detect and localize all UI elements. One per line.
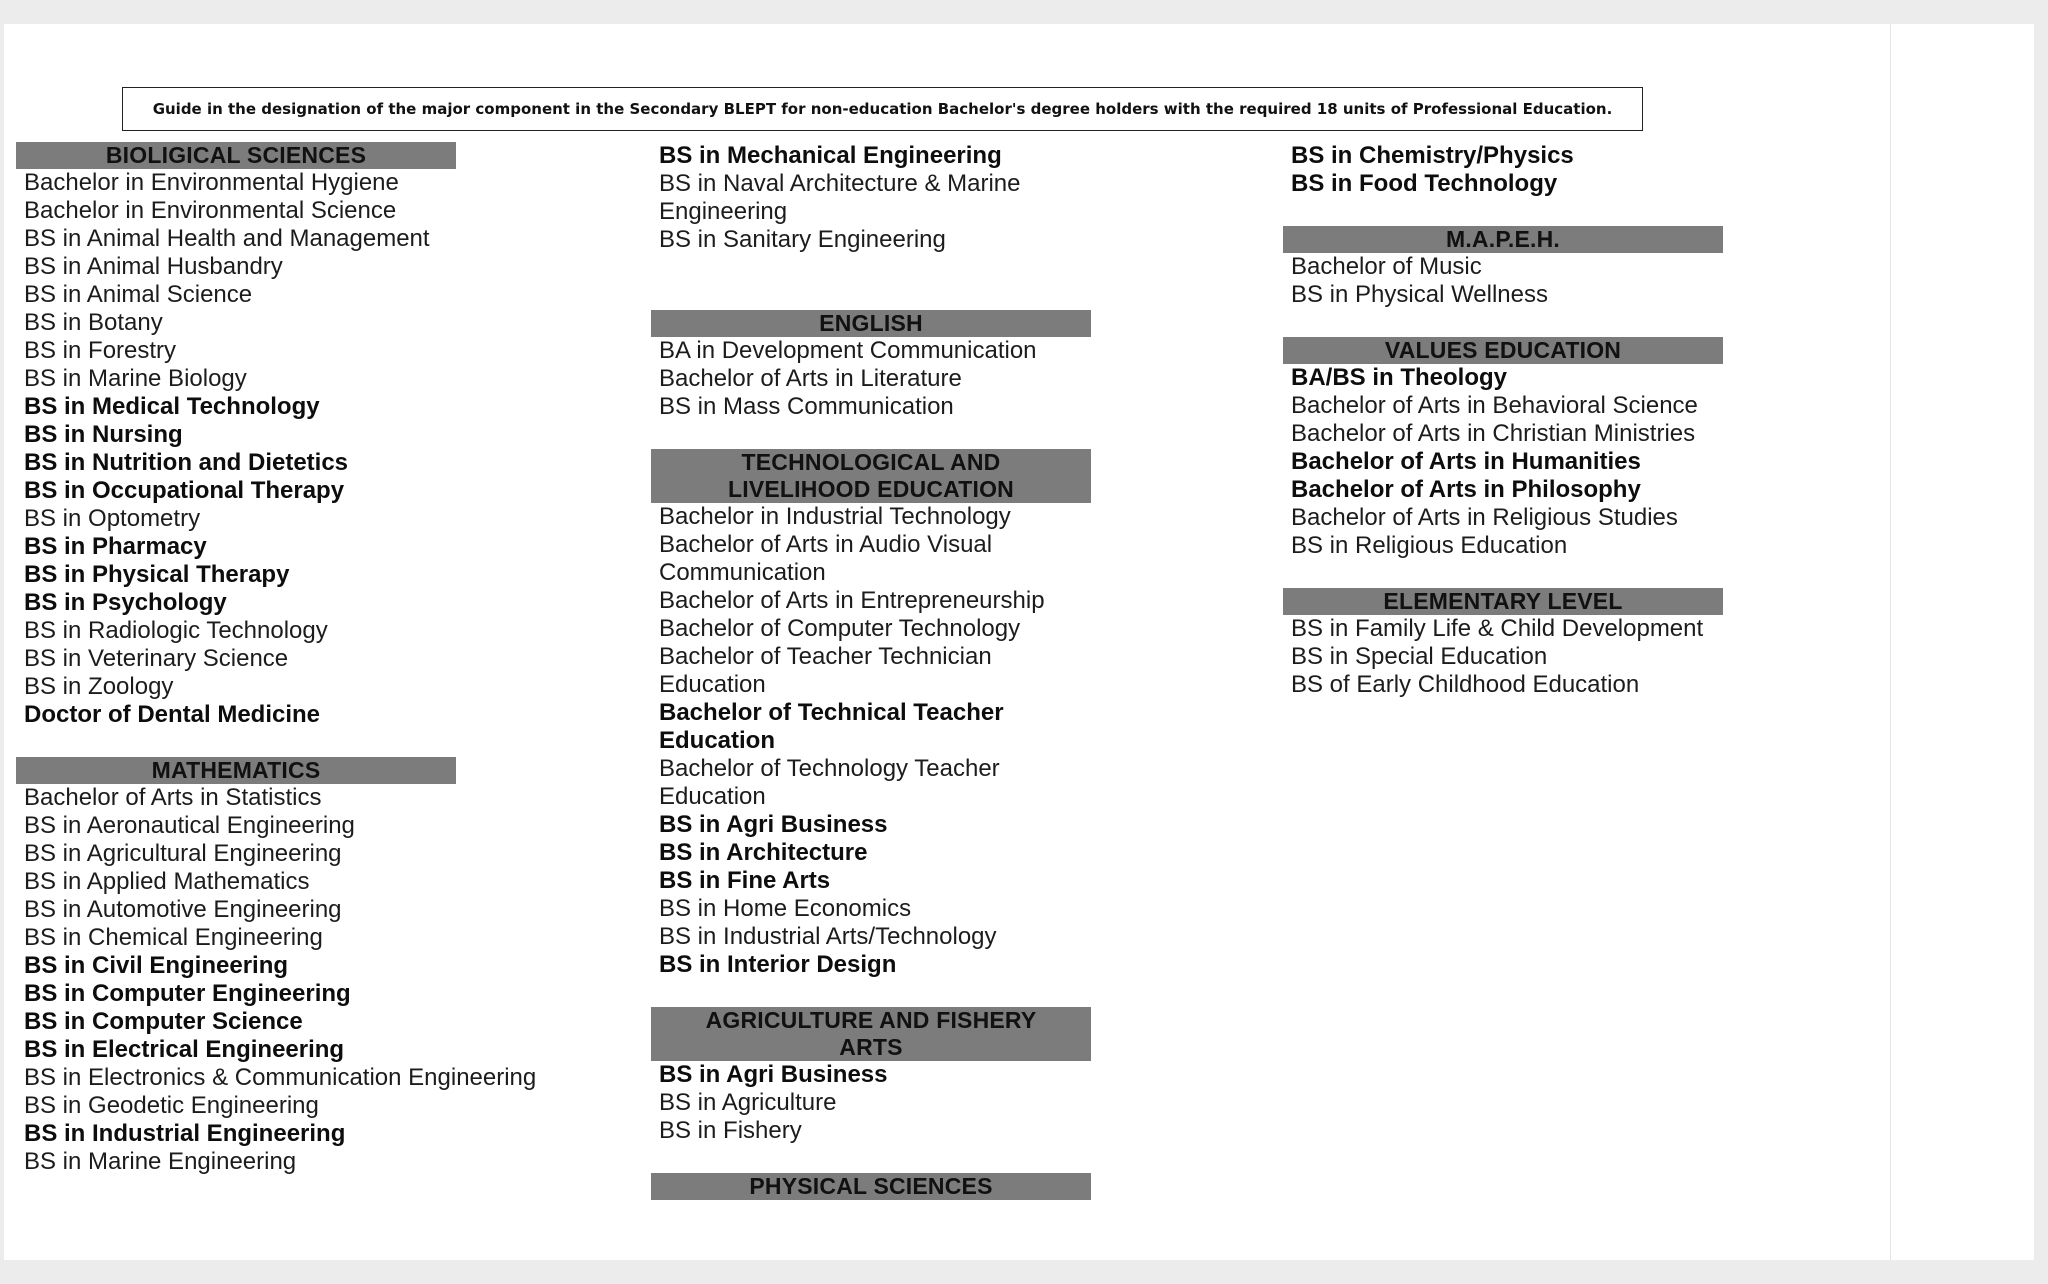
section-heading-values-education: VALUES EDUCATION (1283, 337, 1723, 364)
degree-item: Bachelor of Arts in Christian Ministries (1291, 420, 1696, 447)
degree-item: BA/BS in Theology (1291, 364, 1507, 391)
degree-item: BS in Religious Education (1291, 532, 1568, 559)
page-edge (1890, 24, 1891, 1260)
degree-item: BS in Industrial Engineering (24, 1120, 346, 1147)
degree-item: BS in Sanitary Engineering (659, 226, 946, 253)
section-list (1291, 253, 1723, 309)
degree-item: BS in Automotive Engineering (24, 896, 342, 923)
degree-item: BS in Psychology (24, 589, 227, 616)
column-2 (659, 142, 1091, 1200)
degree-item: BS in Marine Biology (24, 365, 247, 392)
degree-item: BS in Animal Husbandry (24, 253, 283, 280)
degree-item: BS in Agri Business (659, 1061, 888, 1088)
degree-item: BS in Medical Technology (24, 393, 320, 420)
section-list (1291, 364, 1723, 560)
degree-item: BS in Electrical Engineering (24, 1036, 345, 1063)
degree-item: Bachelor of Arts in Statistics (24, 784, 322, 811)
degree-item: BS in Chemical Engineering (24, 924, 323, 951)
degree-item: BS in Chemistry/Physics (1291, 142, 1574, 169)
degree-item: BS in Naval Architecture & Marine Engineering (659, 170, 1021, 225)
degree-item: Bachelor of Arts in Philosophy (1291, 476, 1641, 503)
degree-item: BS in Forestry (24, 337, 177, 364)
degree-item: BS in Electronics & Communication Engineering (24, 1064, 537, 1091)
degree-item: Bachelor of Teacher Technician Education (659, 643, 992, 698)
degree-item: BS in Physical Wellness (1291, 281, 1548, 308)
degree-item: Bachelor of Arts in Audio Visual Communication (659, 531, 993, 586)
column-3 (1291, 142, 1723, 699)
degree-item: Bachelor of Computer Technology (659, 615, 1021, 642)
document-page (4, 24, 2034, 1260)
degree-item: Bachelor of Arts in Religious Studies (1291, 504, 1678, 531)
degree-item: BS in Geodetic Engineering (24, 1092, 319, 1119)
document-title: Guide in the designation of the major component in the Secondary BLEPT for non-education Bachelor's degree holders with the required 18 units of Professional Education. (122, 87, 1643, 131)
degree-item: BS in Family Life & Child Development (1291, 615, 1704, 642)
degree-item: Bachelor of Arts in Literature (659, 365, 962, 392)
section-heading-elementary-level: ELEMENTARY LEVEL (1283, 588, 1723, 615)
degree-item: BS in Zoology (24, 673, 174, 700)
section-list (24, 169, 536, 729)
degree-item: Bachelor in Industrial Technology (659, 503, 1011, 530)
degree-item: BS in Optometry (24, 505, 201, 532)
degree-item: Bachelor of Music (1291, 253, 1482, 280)
degree-item: BS in Fishery (659, 1117, 802, 1144)
degree-item: Bachelor of Technology Teacher Education (659, 755, 1000, 810)
degree-item: Bachelor of Arts in Humanities (1291, 448, 1641, 475)
section-list (659, 142, 1091, 254)
section-list (1291, 142, 1723, 198)
degree-item: BS in Agri Business (659, 811, 888, 838)
degree-item: BS in Animal Science (24, 281, 253, 308)
degree-item: BS in Interior Design (659, 951, 897, 978)
degree-item: BS in Nursing (24, 421, 183, 448)
degree-item: BS in Special Education (1291, 643, 1548, 670)
degree-item: Bachelor of Arts in Entrepreneurship (659, 587, 1045, 614)
degree-item: BS in Radiologic Technology (24, 617, 328, 644)
section-heading-english: ENGLISH (651, 310, 1091, 337)
degree-item: BS in Civil Engineering (24, 952, 289, 979)
degree-item: BS in Fine Arts (659, 867, 831, 894)
degree-item: BS in Animal Health and Management (24, 225, 430, 252)
degree-item: BS in Pharmacy (24, 533, 207, 560)
section-heading-mapeh: M.A.P.E.H. (1283, 226, 1723, 253)
degree-item: BS in Aeronautical Engineering (24, 812, 355, 839)
degree-item: BS in Marine Engineering (24, 1148, 297, 1175)
section-list (659, 503, 1091, 979)
degree-item: BS in Botany (24, 309, 163, 336)
degree-item: BS in Applied Mathematics (24, 868, 310, 895)
degree-item: Doctor of Dental Medicine (24, 701, 321, 728)
section-heading-agriculture-fishery-arts: AGRICULTURE AND FISHERY ARTS (651, 1007, 1091, 1061)
section-list (24, 784, 536, 1176)
degree-item: BS in Food Technology (1291, 170, 1558, 197)
section-heading-biological-sciences: BIOLIGICAL SCIENCES (16, 142, 456, 169)
degree-item: BS in Occupational Therapy (24, 477, 345, 504)
degree-item: BS in Industrial Arts/Technology (659, 923, 997, 950)
degree-item: Bachelor in Environmental Hygiene (24, 169, 399, 196)
degree-item: BS in Home Economics (659, 895, 912, 922)
degree-item: BS in Veterinary Science (24, 645, 289, 672)
degree-item: BS in Agricultural Engineering (24, 840, 342, 867)
degree-item: BS in Architecture (659, 839, 868, 866)
section-list (1291, 615, 1723, 699)
section-heading-mathematics: MATHEMATICS (16, 757, 456, 784)
section-list (659, 1061, 1091, 1145)
degree-item: BS in Mechanical Engineering (659, 142, 1002, 169)
degree-item: Bachelor of Arts in Behavioral Science (1291, 392, 1698, 419)
section-heading-physical-sciences: PHYSICAL SCIENCES (651, 1173, 1091, 1200)
degree-item: BS in Mass Communication (659, 393, 954, 420)
degree-item: BS in Computer Science (24, 1008, 303, 1035)
degree-item: BS of Early Childhood Education (1291, 671, 1640, 698)
degree-item: BS in Computer Engineering (24, 980, 351, 1007)
degree-item: BS in Physical Therapy (24, 561, 290, 588)
column-1 (24, 142, 536, 1176)
degree-item: Bachelor in Environmental Science (24, 197, 397, 224)
section-list (659, 337, 1091, 421)
degree-item: BS in Agriculture (659, 1089, 837, 1116)
degree-item: BS in Nutrition and Dietetics (24, 449, 349, 476)
degree-item: Bachelor of Technical Teacher Education (659, 699, 1004, 754)
degree-item: BA in Development Communication (659, 337, 1037, 364)
section-heading-tle: TECHNOLOGICAL AND LIVELIHOOD EDUCATION (651, 449, 1091, 503)
